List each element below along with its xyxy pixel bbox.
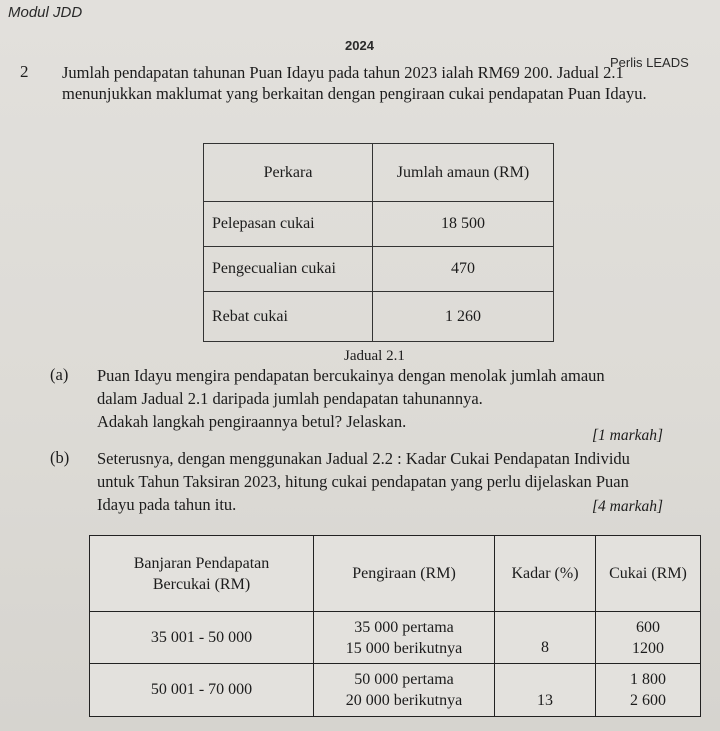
rate-value: 8: [541, 639, 549, 656]
table-jadual-2-1: [203, 143, 554, 342]
question-number: 2: [20, 62, 29, 81]
table-cell-band: 35 001 - 50 000: [90, 612, 314, 664]
tax-first: 600: [636, 618, 660, 636]
part-b-line-2: untuk Tahun Taksiran 2023, hitung cukai pendapatan yang perlu dijelaskan Puan: [97, 472, 629, 491]
source-label: Perlis LEADS: [610, 55, 689, 70]
table-header-cell: Kadar (%): [495, 536, 596, 612]
calc-first: 35 000 pertama: [354, 618, 454, 636]
module-title: Modul JDD: [8, 4, 83, 21]
table-cell-rate: [495, 612, 596, 664]
calc-first: 50 000 pertama: [354, 671, 454, 688]
part-b-marks: [4 markah]: [592, 498, 664, 515]
table-cell-tax: [596, 612, 701, 664]
table-caption: Jadual 2.1: [344, 348, 405, 364]
table-row: [90, 612, 701, 664]
table-cell-calc: [314, 664, 495, 717]
table-jadual-2-2: [89, 535, 701, 717]
part-b-line-3: Idayu pada tahun itu.: [97, 495, 237, 514]
table-cell-tax: [596, 664, 701, 717]
part-a-marks: [1 markah]: [592, 427, 664, 444]
table-header-cell: Jumlah amaun (RM): [373, 144, 554, 202]
rate-value: 13: [537, 691, 553, 709]
part-b-line-1: Seterusnya, dengan menggunakan Jadual 2.2 : Kadar Cukai Pendapatan Individu: [97, 449, 630, 468]
calc-next: 15 000 berikutnya: [345, 639, 463, 657]
tax-next: 1200: [632, 639, 664, 657]
part-a-line-2: dalam Jadual 2.1 daripada jumlah pendapatan tahunannya.: [97, 389, 483, 408]
table-cell-rate: [495, 664, 596, 717]
table-row: [204, 247, 554, 292]
tax-next: 2 600: [630, 692, 666, 709]
table-row: [90, 664, 701, 717]
table-cell-band: 50 001 - 70 000: [90, 664, 314, 717]
part-a-line-3: Adakah langkah pengiraannya betul? Jelaskan.: [97, 412, 407, 431]
table-header-cell: Pengiraan (RM): [314, 536, 495, 612]
tax-first: 1 800: [630, 671, 666, 688]
table-cell-amount: 18 500: [373, 202, 554, 247]
part-a-label: (a): [50, 365, 69, 384]
band-header-line-2: Bercukai (RM): [152, 575, 251, 593]
table-cell-calc: [314, 612, 495, 664]
table-header-row: [90, 536, 701, 612]
table-row: [204, 292, 554, 342]
table-row: [204, 202, 554, 247]
year-label: 2024: [345, 38, 374, 53]
band-header-line-1: Banjaran Pendapatan: [133, 554, 270, 572]
table-header-row: [204, 144, 554, 202]
table-header-cell: [90, 536, 314, 612]
question-intro: Jumlah pendapatan tahunan Puan Idayu pada tahun 2023 ialah RM69 200. Jadual 2.1 menunjukkan maklumat yang berkaitan dengan pengiraan cukai pendapatan Puan Idayu.: [62, 63, 647, 103]
part-a-line-1: Puan Idayu mengira pendapatan bercukainya dengan menolak jumlah amaun: [97, 366, 605, 385]
part-b-label: (b): [50, 448, 70, 467]
table-cell-amount: 470: [373, 247, 554, 292]
table-cell-item: Rebat cukai: [204, 292, 373, 342]
table-header-cell: Cukai (RM): [596, 536, 701, 612]
table-cell-item: Pelepasan cukai: [204, 202, 373, 247]
table-header-cell: Perkara: [204, 144, 373, 202]
table-cell-amount: 1 260: [373, 292, 554, 342]
table-cell-item: Pengecualian cukai: [204, 247, 373, 292]
calc-next: 20 000 berikutnya: [345, 692, 463, 709]
